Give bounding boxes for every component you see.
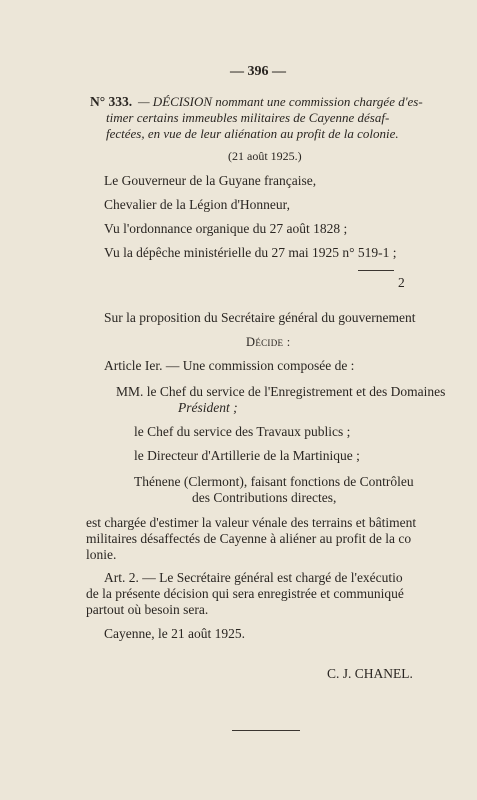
member-travaux-publics: le Chef du service des Travaux publics ; [134, 424, 351, 439]
member-thenene-line-2: des Contributions directes, [192, 490, 337, 505]
charge-line-3: lonie. [86, 547, 117, 562]
president-line: MM. le Chef du service de l'Enregistrement et des Domaines [116, 384, 446, 399]
note-rule [358, 270, 394, 271]
preamble-vu-ordonnance: Vu l'ordonnance organique du 27 août 1828 ; [104, 221, 348, 236]
preamble-vu-depeche: Vu la dépêche ministérielle du 27 mai 1925 n° 519-1 ; [104, 245, 397, 260]
charge-line-1: est chargée d'estimer la valeur vénale des terrains et bâtiment [86, 515, 417, 530]
note-mark: 2 [398, 275, 405, 290]
article-2-line-1: Art. 2. — Le Secrétaire général est chargé de l'exécutio [104, 570, 403, 585]
decide-heading: Décide : [246, 335, 291, 349]
proposition-line: Sur la proposition du Secrétaire général du gouvernement [104, 310, 416, 325]
place-date: Cayenne, le 21 août 1925. [104, 626, 245, 641]
president-role: Président ; [178, 400, 238, 415]
decision-date: (21 août 1925.) [228, 149, 302, 163]
preamble-gouverneur: Le Gouverneur de la Guyane française, [104, 173, 317, 188]
signature: C. J. CHANEL. [327, 666, 413, 681]
member-thenene-line-1: Thénene (Clermont), faisant fonctions de Contrôleu [134, 474, 414, 489]
decision-title-line-3: fectées, en vue de leur aliénation au profit de la colonie. [106, 126, 399, 141]
article-1: Article Ier. — Une commission composée de : [104, 358, 355, 373]
article-2-line-2: de la présente décision qui sera enregistrée et communiqué [86, 586, 404, 601]
preamble-chevalier: Chevalier de la Légion d'Honneur, [104, 197, 290, 212]
member-artillerie: le Directeur d'Artillerie de la Martinique ; [134, 448, 360, 463]
decision-title-line-2: timer certains immeubles militaires de Cayenne désaf- [106, 110, 390, 125]
closing-rule [232, 730, 300, 731]
article-2-line-3: partout où besoin sera. [86, 602, 209, 617]
decision-title-line-1: — DÉCISION nommant une commission chargée d'es- [138, 94, 423, 109]
page-number: — 396 — [230, 64, 286, 79]
decision-number: N° 333. [90, 94, 133, 109]
charge-line-2: militaires désaffectés de Cayenne à aliéner au profit de la co [86, 531, 412, 546]
